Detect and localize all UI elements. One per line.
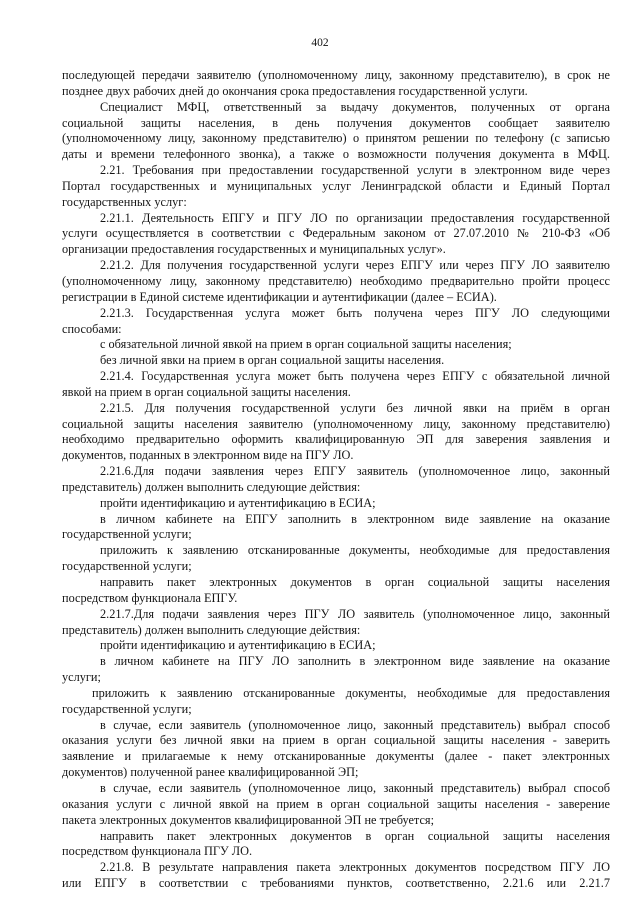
text-line: 2.21.5. Для получения государственной услуги без личной явки на приём в орган [100, 400, 610, 415]
text-line: 2.21.6.Для подачи заявления через ЕПГУ заявитель (уполномоченное лицо, законный [100, 464, 610, 479]
document-body [62, 68, 610, 892]
text-line: приложить к заявлению отсканированные документы, необходимые для предоставления [92, 685, 610, 700]
text-line: 2.21.4. Государственная услуга может быть получена через ЕПГУ с обязательной личной [100, 369, 610, 384]
text-line: социальной защиты населения, в день получения документов сообщает заявителю [62, 115, 610, 130]
text-line: позднее двух рабочих дней до окончания срока предоставления государственной услуги. [62, 83, 528, 98]
text-line: представитель) должен выполнить следующие действия: [62, 479, 361, 494]
text-line: с обязательной личной явкой на прием в орган социальной защиты населения; [100, 337, 512, 352]
text-line: 2.21.7.Для подачи заявления через ПГУ ЛО заявитель (уполномоченное лицо, законный [100, 606, 610, 621]
text-line: явкой на прием в орган социальной защиты населения. [62, 384, 351, 399]
text-line: (уполномоченному лицу, законному представителю) о принятом решении по телефону (с записью [62, 131, 610, 146]
text-line: направить пакет электронных документов в орган социальной защиты населения [100, 828, 610, 843]
text-line: оказания услуги без личной явки на прием в орган социальной защиты населения - заверить [62, 733, 610, 748]
text-line: в случае, если заявитель (уполномоченное лицо, законный представитель) выбрал способ [100, 717, 610, 732]
text-line: способами: [62, 321, 122, 336]
text-line: даты и времени телефонного звонка), а также о возможности получения документа в МФЦ. [62, 147, 610, 162]
text-line: заявление и прилагаемые к нему отсканированные документы (далее - пакет электронных [62, 749, 610, 764]
text-line: посредством функционала ЕПГУ. [62, 590, 238, 605]
text-line: без личной явки на прием в орган социальной защиты населения. [100, 353, 445, 368]
text-line: 2.21.8. В результате направления пакета электронных документов посредством ПГУ ЛО [100, 860, 610, 875]
text-line: последующей передачи заявителю (уполномоченному лицу, законному представителю), в срок не [62, 68, 610, 82]
text-line: пройти идентификацию и аутентификацию в ЕСИА; [100, 638, 376, 653]
text-line: 2.21.3. Государственная услуга может быть получена через ПГУ ЛО следующими [100, 305, 610, 320]
text-line: в случае, если заявитель (уполномоченное лицо, законный представитель) выбрал способ [100, 780, 610, 795]
text-line: документов, поданных в электронном виде на ПГУ ЛО. [62, 448, 354, 463]
text-line: организации предоставления государственных и муниципальных услуг». [62, 242, 446, 257]
text-line: в личном кабинете на ПГУ ЛО заполнить в электронном виде заявление на оказание [100, 654, 610, 669]
text-line: 2.21. Требования при предоставлении государственной услуги в электронном виде через [100, 163, 610, 178]
page-number: 402 [311, 37, 329, 49]
text-line: регистрации в Единой системе идентификации и аутентификации (далее – ЕСИА). [62, 289, 497, 304]
text-line: государственной услуги; [62, 701, 192, 716]
text-line: приложить к заявлению отсканированные документы, необходимые для предоставления [100, 543, 610, 558]
text-line: государственных услуг: [62, 194, 187, 209]
text-line: Портал государственных и муниципальных услуг Ленинградской области и Единый Портал [62, 178, 610, 193]
text-line: услуги; [62, 670, 101, 685]
text-line: пройти идентификацию и аутентификацию в ЕСИА; [100, 495, 376, 510]
text-line: Специалист МФЦ, ответственный за выдачу документов, полученных от органа [100, 99, 610, 114]
text-line: государственной услуги; [62, 527, 192, 542]
text-line: оказания услуги с личной явкой на прием в орган социальной защиты населения - заверение [62, 796, 610, 811]
text-line: (уполномоченному лицу, законному представителю) необходимо предварительно пройти процесс [62, 273, 610, 288]
text-line: пакета электронных документов квалифицированной ЭП не требуется; [62, 812, 434, 827]
text-line: в личном кабинете на ЕПГУ заполнить в электронном виде заявление на оказание [100, 511, 610, 526]
text-line: 2.21.1. Деятельность ЕПГУ и ПГУ ЛО по организации предоставления государственной [100, 210, 610, 225]
text-line: документов) полученной ранее квалифицированной ЭП; [62, 765, 359, 780]
text-line: 2.21.2. Для получения государственной услуги через ЕПГУ или через ПГУ ЛО заявителю [100, 258, 610, 273]
text-line: государственной услуги; [62, 559, 192, 574]
text-line: или ЕПГУ в соответствии с требованиями пунктов, соответственно, 2.21.6 или 2.21.7 [62, 876, 610, 891]
text-line: представитель) должен выполнить следующие действия: [62, 622, 361, 637]
text-line: услуги осуществляется в соответствии с Федеральным законом от 27.07.2010 № 210-ФЗ «Об [62, 226, 610, 241]
text-line: посредством функционала ПГУ ЛО. [62, 844, 253, 859]
text-line: направить пакет электронных документов в орган социальной защиты населения [100, 575, 610, 589]
text-line: необходимо предварительно оформить квалифицированную ЭП для заверения заявления и [62, 432, 610, 447]
text-line: социальной защиты населения заявителю (уполномоченному лицу, законному представителю) [62, 416, 610, 431]
